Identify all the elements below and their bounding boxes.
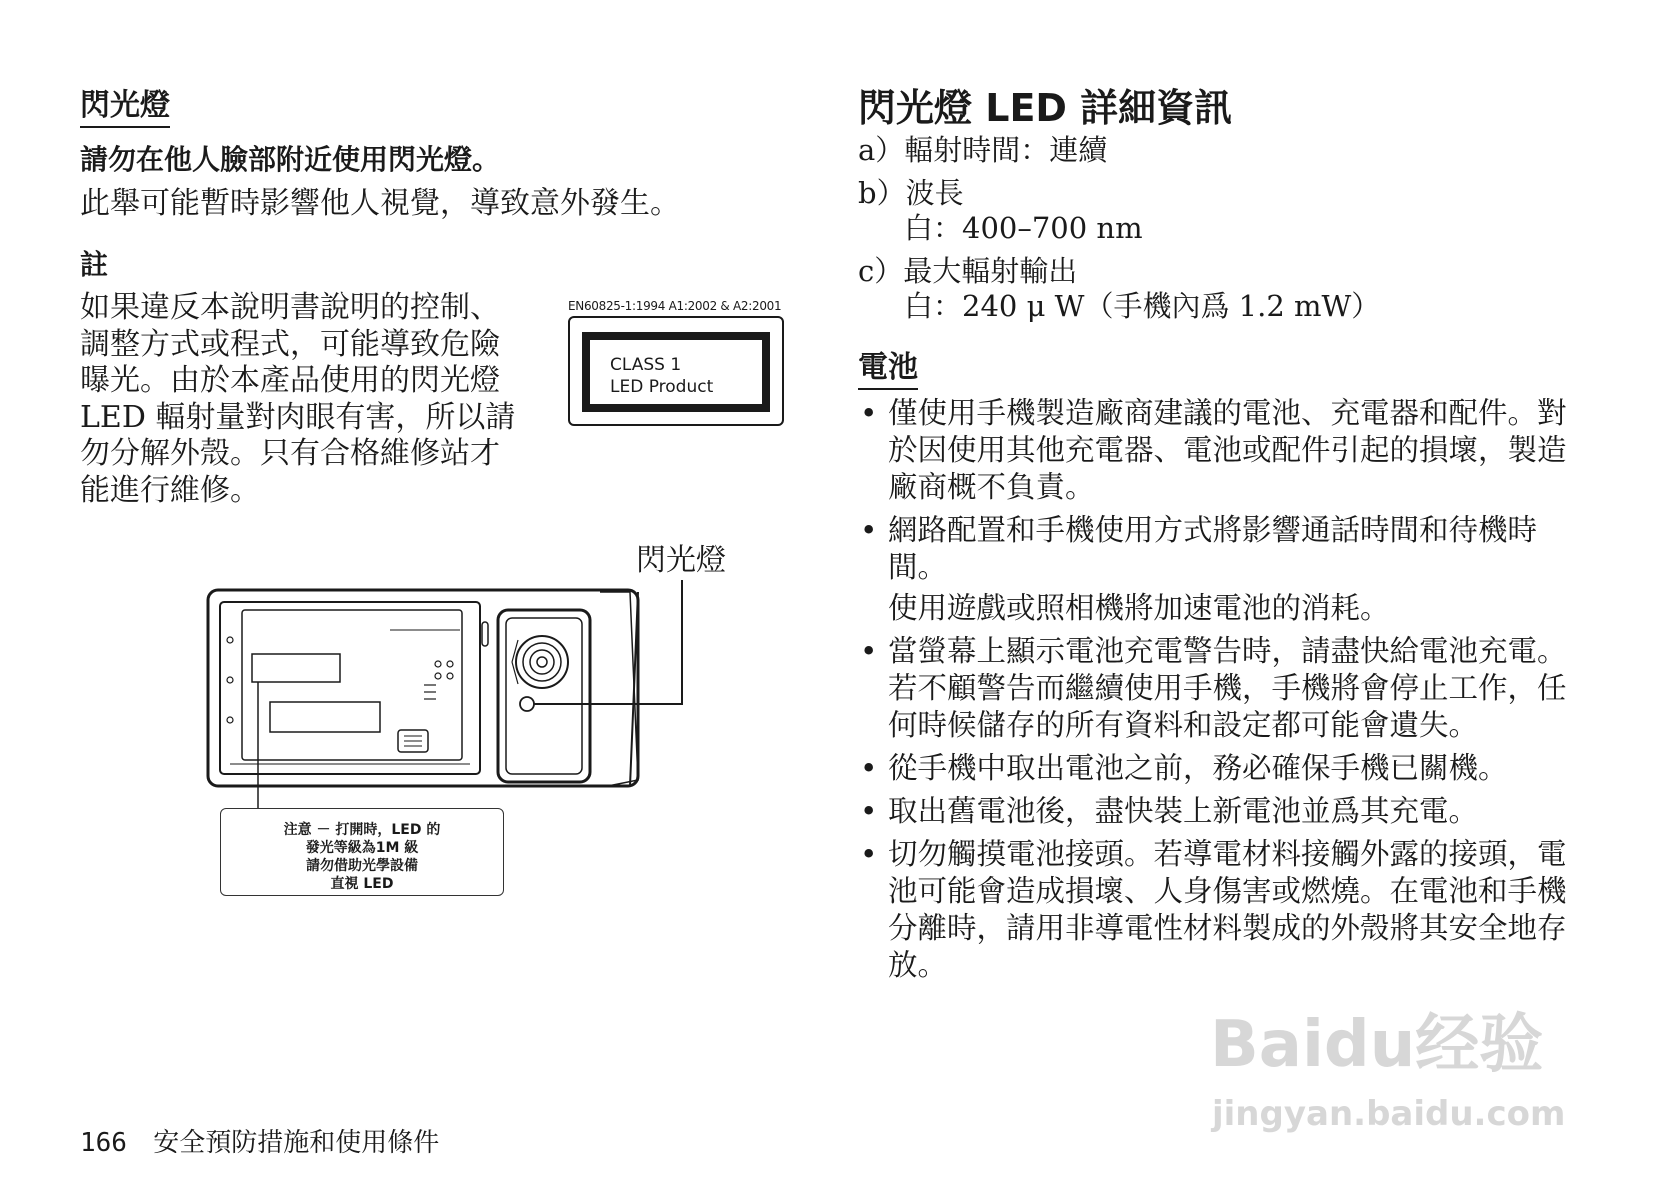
bullet-icon: • — [860, 751, 878, 785]
spec-emission-time: a）輻射時間：連續 — [858, 133, 1108, 167]
caution-line: 直視 LED — [330, 876, 394, 892]
list-item: • 取出舊電池後，盡快裝上新電池並爲其充電。 — [860, 794, 1479, 828]
note-line: 曝光。由於本產品使用的閃光燈 — [80, 363, 500, 398]
list-item: • 從手機中取出電池之前，務必確保手機已關機。 — [860, 751, 1508, 785]
caution-label — [220, 808, 504, 896]
bullet-icon: • — [860, 794, 878, 828]
note-body — [80, 290, 545, 509]
label-standard: EN60825-1:1994 A1:2002 & A2:2001 — [568, 299, 782, 313]
spec-max-output-value: 白：240 μ W（手機內爲 1.2 mW） — [904, 289, 1381, 323]
bullet-icon: • — [860, 396, 878, 430]
note-line: 調整方式或程式，可能導致危險 — [80, 326, 500, 362]
list-item: • 網路配置和手機使用方式將影響通話時間和待機時間。 使用遊戲或照相機將加速電池的消耗。 — [858, 512, 1578, 627]
page-footer — [80, 1128, 439, 1158]
note-line: 勿分解外殼。只有合格維修站才 — [80, 436, 500, 471]
caution-line: 注意 － 打開時，LED 的 — [283, 822, 441, 838]
page-number: 166 — [80, 1128, 127, 1158]
led-details-heading: 閃光燈 LED 詳細資訊 — [858, 86, 1233, 130]
note-line: LED 輻射量對肉眼有害，所以請 — [80, 399, 516, 435]
bullet-extra: 使用遊戲或照相機將加速電池的消耗。 — [888, 591, 1390, 625]
list-item: • 切勿觸摸電池接頭。若導電材料接觸外露的接頭，電池可能會造成損壞、人身傷害或燃燒。在電池和手機分離時，請用非導電性材料製成的外殼將其安全地存放。 — [860, 837, 1567, 982]
bullet-icon: • — [860, 837, 878, 871]
list-item: • 當螢幕上顯示電池充電警告時，請盡快給電池充電。若不顧警告而繼續使用手機，手機將會停止工作，任何時候儲存的所有資料和設定都可能會遺失。 — [860, 634, 1567, 742]
watermark-url: jingyan.baidu.com — [1212, 1094, 1566, 1134]
section-title: 安全預防措施和使用條件 — [153, 1128, 440, 1158]
bullet-icon: • — [860, 513, 878, 547]
note-heading: 註 — [80, 248, 109, 281]
label-class: CLASS 1 — [610, 355, 682, 375]
spec-max-output: c）最大輻射輸出 — [858, 254, 1078, 288]
flash-warning-text: 此舉可能暫時影響他人視覺，導致意外發生。 — [80, 186, 680, 221]
watermark-brand: Baidu经验 — [1210, 1008, 1544, 1082]
figure-flash-label: 閃光燈 — [636, 543, 726, 578]
label-product: LED Product — [610, 377, 714, 397]
note-line: 能進行維修。 — [80, 472, 260, 508]
list-item: • 僅使用手機製造廠商建議的電池、充電器和配件。對於因使用其他充電器、電池或配件引起的損壞，製造廠商概不負責。 — [860, 396, 1567, 504]
battery-bullet-list — [858, 395, 1578, 990]
flash-heading: 閃光燈 — [80, 88, 170, 128]
spec-wavelength-value: 白：400–700 nm — [904, 211, 1143, 245]
bullet-icon: • — [860, 634, 878, 668]
flash-warning-bold: 請勿在他人臉部附近使用閃光燈。 — [80, 143, 501, 176]
caution-line: 發光等級為1M 級 — [305, 840, 419, 856]
spec-wavelength: b）波長 — [858, 176, 964, 210]
note-line: 如果違反本說明書說明的控制、 — [80, 290, 500, 325]
led-spec-list — [858, 133, 1380, 324]
class-label-box — [568, 316, 784, 426]
caution-line: 請勿借助光學設備 — [306, 858, 418, 874]
battery-heading: 電池 — [858, 350, 918, 390]
class-label-inner — [582, 332, 770, 412]
